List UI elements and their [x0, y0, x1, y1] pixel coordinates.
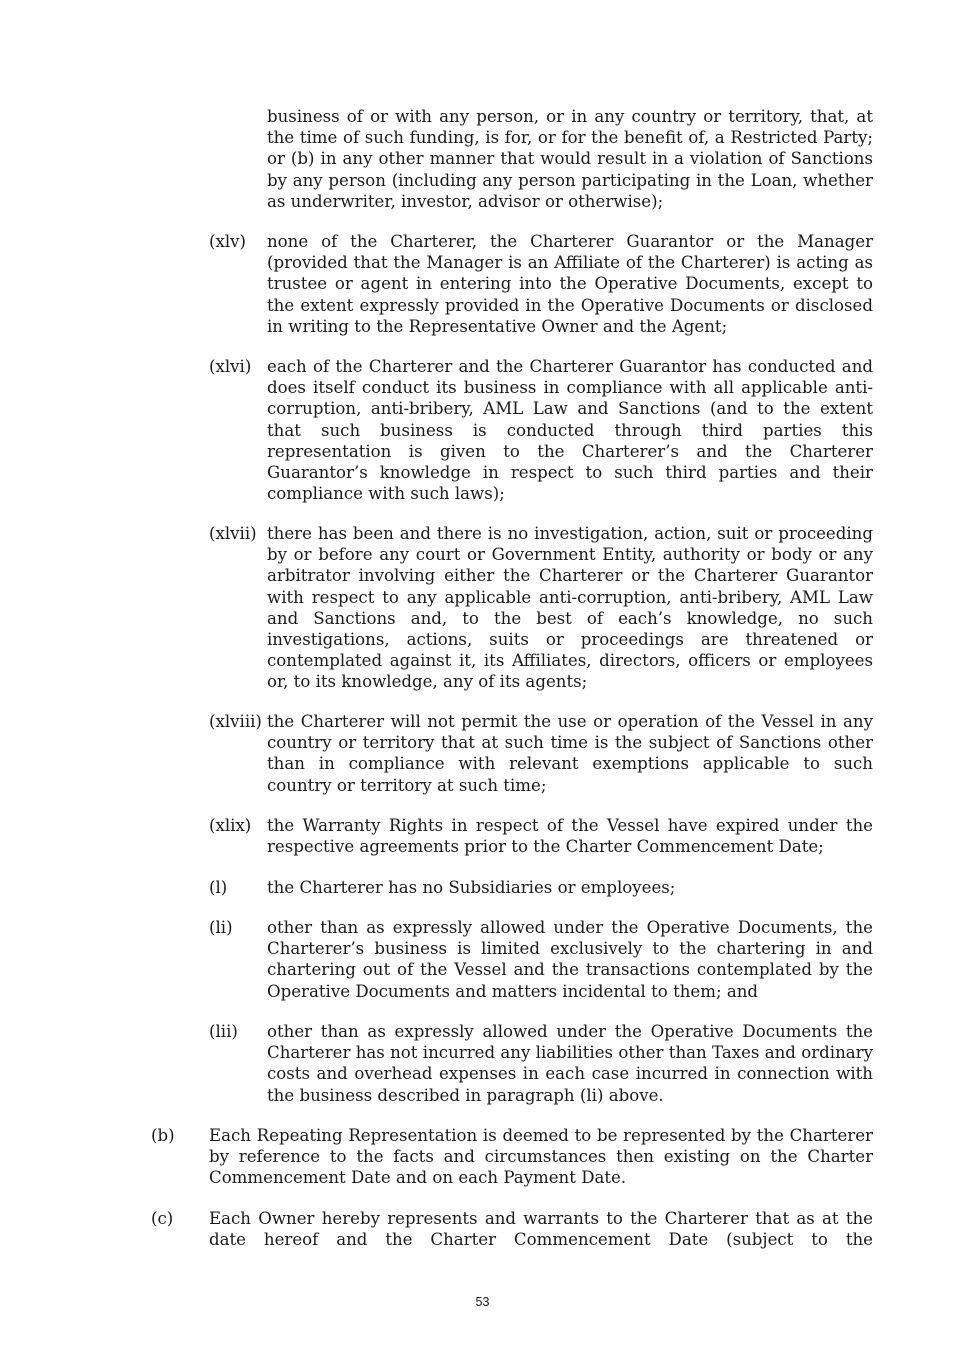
section-label: (c) — [151, 1209, 174, 1228]
item-label: (xlvi) — [209, 357, 252, 376]
item-text: none of the Charterer, the Charterer Guarantor or the Manager (provided that the Manager is an Affiliate of the Charterer) is acting as trustee or agent in entering into the Operative Documents, except to the extent expressly provided in the Operative Documents or disclosed in writing to the Representative Owner and the Agent; — [267, 232, 873, 336]
item-text: each of the Charterer and the Charterer Guarantor has conducted and does itself conduct its business in compliance with all applicable anti-corruption, anti-bribery, AML Law and Sanctions (and to the extent that such business is conducted through third parties this representation is given to the Charterer’s and the Charterer Guarantor’s knowledge in respect to such third parties and their compliance with such laws); — [267, 357, 873, 504]
item-label: (l) — [209, 878, 228, 897]
item-label: (li) — [209, 918, 233, 937]
item-label: (lii) — [209, 1022, 238, 1041]
page-number: 53 — [475, 1295, 490, 1309]
item-text: the Warranty Rights in respect of the Vessel have expired under the respective agreements prior to the Charter Commencement Date; — [267, 816, 873, 857]
item-label: (xlvii) — [209, 524, 257, 543]
item-label: (xlix) — [209, 816, 252, 835]
item-text: other than as expressly allowed under the Operative Documents, the Charterer’s business is limited exclusively to the chartering in and chartering out of the Vessel and the transactions contemplated by the Operative Documents and matters incidental to them; and — [267, 918, 873, 1001]
item-label: (xlviii) — [209, 712, 262, 731]
item-text: the Charterer will not permit the use or operation of the Vessel in any country or territory that at such time is the subject of Sanctions other than in compliance with relevant exemptions applicable to such country or territory at such time; — [267, 712, 873, 795]
section-text: Each Repeating Representation is deemed to be represented by the Charterer by reference to the facts and circumstances then existing on the Charter Commencement Date and on each Payment Date. — [209, 1126, 873, 1188]
item-text: other than as expressly allowed under the Operative Documents the Charterer has not incurred any liabilities other than Taxes and ordinary costs and overhead expenses in each case incurred in connection with the business described in paragraph (li) above. — [267, 1022, 873, 1105]
item-text: there has been and there is no investigation, action, suit or proceeding by or before any court or Government Entity, authority or body or any arbitrator involving either the Charterer or the Charterer Guarantor with respect to any applicable anti-corruption, anti-bribery, AML Law and Sanctions and, to the best of each’s knowledge, no such investigations, actions, suits or proceedings are threatened or contemplated against it, its Affiliates, directors, officers or employees or, to its knowledge, any of its agents; — [267, 524, 873, 692]
item-label: (xlv) — [209, 232, 246, 251]
item-text: the Charterer has no Subsidiaries or employees; — [267, 878, 676, 897]
section-label: (b) — [151, 1126, 175, 1145]
continuation-paragraph: business of or with any person, or in any country or territory, that, at the time of such funding, is for, or for the benefit of, a Restricted Party; or (b) in any other manner that would result in a violation of Sanctions by any person (including any person participating in the Loan, whether as underwriter, investor, advisor or otherwise); — [267, 107, 873, 211]
section-text: Each Owner hereby represents and warrants to the Charterer that as at the date hereof and the Charter Commencement Date (subject to the — [209, 1209, 873, 1250]
